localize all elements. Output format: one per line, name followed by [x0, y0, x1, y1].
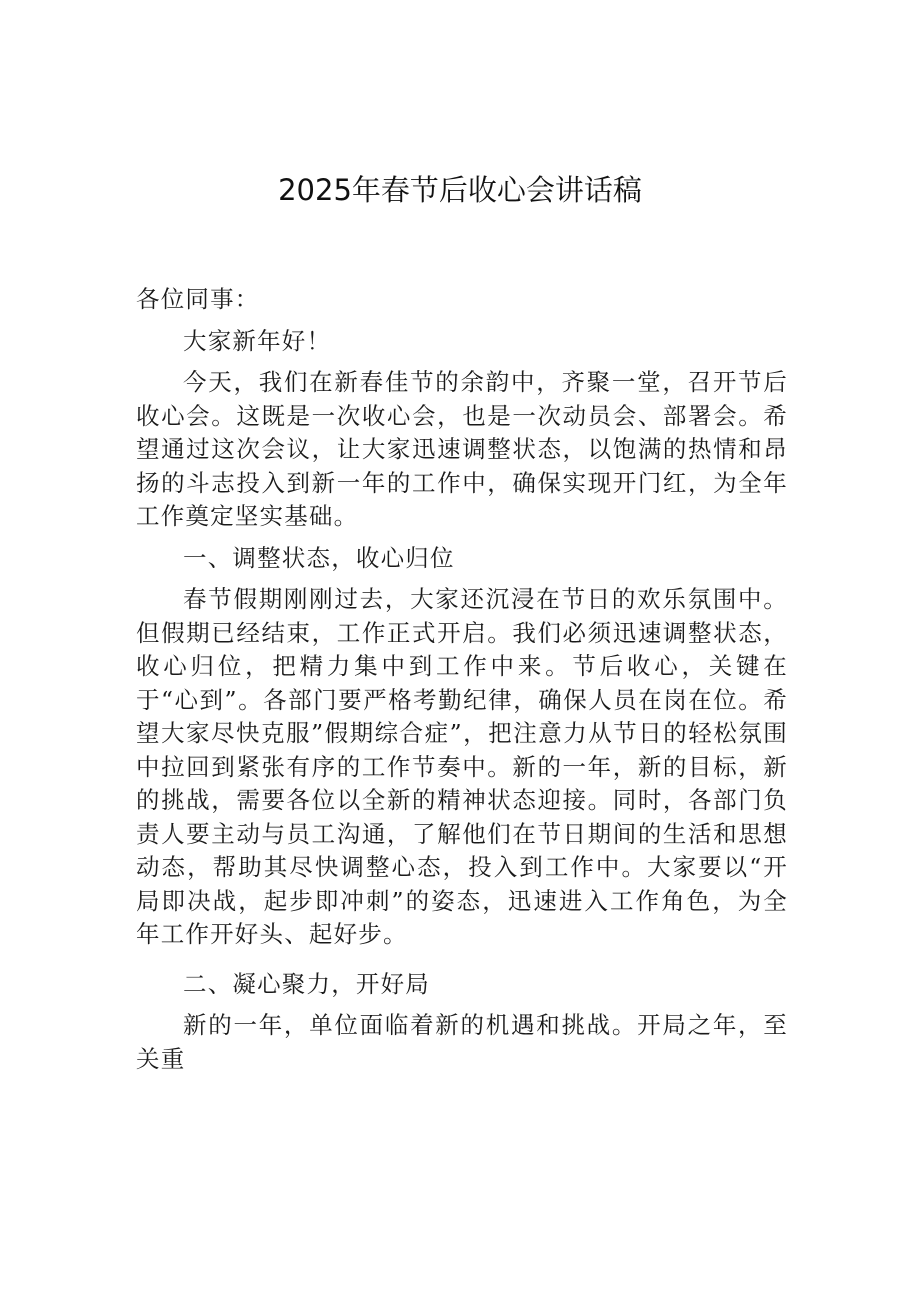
salutation: 各位同事：: [136, 285, 260, 313]
section-1-paragraph: 春节假期刚刚过去，大家还沉浸在节日的欢乐氛围中。但假期已经结束，工作正式开启。我们必须迅速调整状态，收心归位，把精力集中到工作中来。节后收心，关键在于“心到”。各部门要严格考勤纪律，确保人员在岗在位。希望大家尽快克服”假期综合症”，把注意力从节日的轻松氛围中拉回到紧张有序的工作节奏中。新的一年，新的目标，新的挑战，需要各位以全新的精神状态迎接。同时，各部门负责人要主动与员工沟通，了解他们在节日期间的生活和思想动态，帮助其尽快调整心态，投入到工作中。大家要以“开局即决战，起步即冲刺”的姿态，迅速进入工作角色，为全年工作开好头、起好步。: [136, 585, 788, 948]
greeting: 大家新年好！: [183, 326, 332, 355]
document-title: 2025年春节后收心会讲话稿: [278, 173, 642, 207]
document-body: [136, 283, 788, 1084]
section-2-paragraph: 新的一年，单位面临着新的机遇和挑战。开局之年，至关重: [136, 1011, 788, 1073]
section-1-heading: 一、调整状态，收心归位: [183, 543, 455, 572]
intro-paragraph: 今天，我们在新春佳节的余韵中，齐聚一堂，召开节后收心会。这既是一次收心会，也是一次动员会、部署会。希望通过这次会议，让大家迅速调整状态，以饱满的热情和昂扬的斗志投入到新一年的工作中，确保实现开门红，为全年工作奠定坚实基础。: [136, 368, 788, 530]
section-2-heading: 二、凝心聚力，开好局: [183, 969, 430, 998]
